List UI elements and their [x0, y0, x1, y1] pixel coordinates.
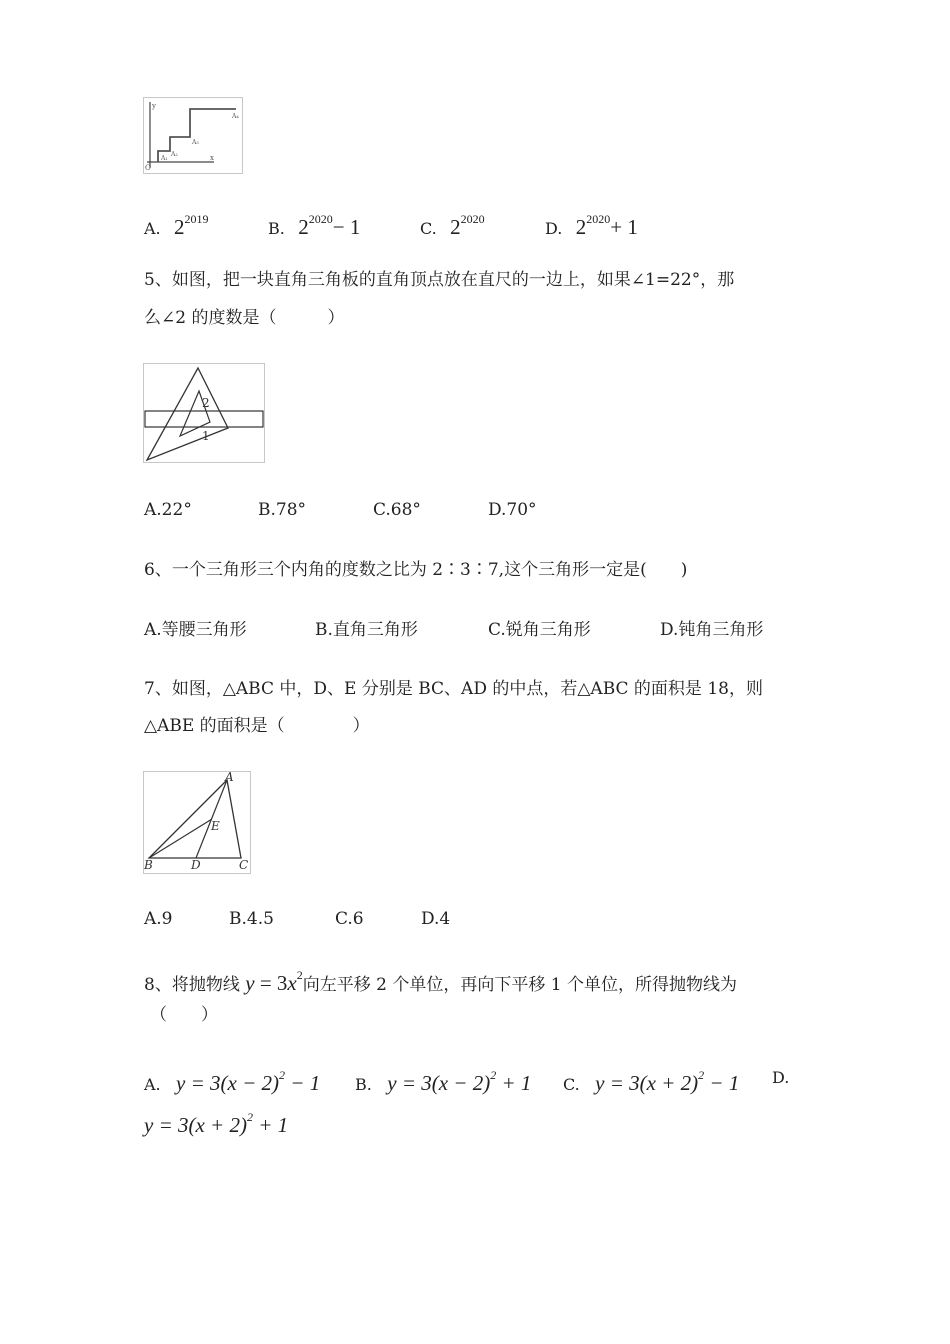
q8-option-d	[144, 1108, 288, 1139]
q4-option-d	[545, 210, 638, 241]
q7-stem-line1: 7、如图，△ABC 中，D、E 分别是 BC、AD 的中点，若△ABC 的面积是 18，则	[144, 679, 763, 699]
q4-option-a-exp: 2019	[184, 212, 209, 226]
q7-figure	[143, 771, 251, 874]
q8-stem-line1	[144, 966, 737, 997]
q4-a3-label: A₃	[192, 139, 199, 146]
q8-option-a	[144, 1066, 320, 1097]
q8-option-b-tail: + 1	[496, 1071, 532, 1095]
q4-figure-svg	[144, 98, 242, 173]
q4-option-c-exp: 2020	[460, 212, 485, 226]
q7-segment-be	[149, 819, 212, 858]
q8-option-d-label: D.	[772, 1068, 790, 1087]
q4-option-c-base: 2	[450, 215, 461, 239]
q5-figure	[143, 363, 265, 463]
q4-option-b-label: B.	[268, 219, 285, 238]
q8-option-b-exp: 2	[490, 1068, 497, 1082]
q4-option-b-tail: − 1	[332, 215, 361, 239]
q8-stem-formula-lhs: y	[245, 971, 255, 995]
q4-option-d-base: 2	[575, 215, 587, 239]
q4-option-b-base: 2	[298, 215, 309, 239]
q7-label-d: D	[191, 858, 201, 872]
q8-option-c-tail: − 1	[704, 1071, 740, 1095]
q8-option-b	[355, 1066, 531, 1097]
q4-option-a	[144, 210, 209, 241]
q4-option-d-exp: 2020	[586, 212, 611, 226]
q7-figure-svg	[144, 772, 250, 873]
q4-y-label: y	[152, 102, 156, 110]
q7-option-c: C.6	[335, 909, 364, 929]
q4-x-label: x	[210, 154, 214, 162]
q7-option-a: A.9	[144, 909, 173, 929]
q8-stem-formula-eq: =	[259, 971, 272, 995]
q8-option-b-label: B.	[355, 1075, 372, 1094]
q7-stem-line2: △ABE 的面积是（ ）	[144, 716, 370, 736]
q8-option-d-tail: + 1	[252, 1113, 289, 1137]
q4-option-d-label: D.	[545, 219, 563, 238]
q6-option-c: C.锐角三角形	[488, 620, 591, 640]
q5-option-a: A.22°	[144, 500, 192, 520]
q6-stem: 6、一个三角形三个内角的度数之比为 2∶3∶7,这个三角形一定是( )	[144, 560, 688, 580]
q4-option-d-tail: + 1	[610, 215, 638, 239]
q8-option-c	[563, 1066, 739, 1097]
q5-option-d: D.70°	[488, 500, 537, 520]
q4-option-b	[268, 210, 360, 241]
q8-stem-formula-coef: 3	[276, 971, 288, 995]
q8-stem-formula-exp: 2	[296, 968, 303, 982]
q7-option-b: B.4.5	[229, 909, 274, 929]
q5-figure-svg	[144, 364, 264, 462]
q8-option-a-formula: y = 3(x − 2)	[176, 1071, 280, 1095]
q4-staircase	[158, 109, 236, 162]
q4-figure	[143, 97, 243, 174]
q8-option-d-formula: y = 3(x + 2)	[144, 1113, 247, 1137]
q6-option-a: A.等腰三角形	[144, 620, 247, 640]
q5-option-c: C.68°	[373, 500, 421, 520]
q8-stem-line2: （ ）	[150, 1005, 218, 1025]
q7-triangle-abc	[149, 780, 241, 858]
q4-a2-label: A₂	[171, 151, 178, 158]
q8-option-b-formula: y = 3(x − 2)	[387, 1071, 491, 1095]
q5-stem-line2: 么∠2 的度数是（ ）	[144, 308, 345, 328]
q6-option-d: D.钝角三角形	[660, 620, 764, 640]
q7-option-d: D.4	[421, 909, 451, 929]
q4-option-a-base: 2	[174, 215, 185, 239]
q8-stem-formula-var: x	[287, 971, 297, 995]
q4-origin-label: O	[145, 164, 151, 172]
q8-option-d-exp: 2	[246, 1110, 253, 1124]
q8-option-a-label: A.	[144, 1075, 161, 1094]
q8-option-a-exp: 2	[279, 1068, 286, 1082]
q5-triangle-outer	[147, 368, 228, 460]
q8-stem-formula	[245, 968, 303, 995]
q7-label-c: C	[239, 858, 249, 872]
q8-stem-prefix: 8、将抛物线	[144, 975, 246, 995]
q4-option-c	[420, 210, 485, 241]
q4-option-b-exp: 2020	[308, 212, 333, 226]
q7-label-a: A	[225, 772, 234, 784]
q8-option-a-tail: − 1	[285, 1071, 321, 1095]
q5-angle2-label: 2	[202, 396, 210, 410]
q5-option-b: B.78°	[258, 500, 307, 520]
q4-option-a-label: A.	[144, 219, 161, 238]
q8-option-c-exp: 2	[698, 1068, 705, 1082]
q4-a1-label: A₁	[161, 155, 168, 162]
q8-option-d-label-wrap	[772, 1066, 789, 1090]
q8-option-c-formula: y = 3(x + 2)	[595, 1071, 699, 1095]
q6-option-b: B.直角三角形	[315, 620, 418, 640]
q7-label-e: E	[211, 819, 220, 833]
q5-angle1-label: 1	[202, 429, 210, 443]
q8-stem-suffix: 向左平移 2 个单位，再向下平移 1 个单位，所得抛物线为	[302, 975, 737, 995]
q7-label-b: B	[144, 858, 153, 872]
q5-stem-line1: 5、如图，把一块直角三角板的直角顶点放在直尺的一边上，如果∠1=22°，那	[144, 270, 735, 290]
q4-option-c-label: C.	[420, 219, 437, 238]
q8-option-c-label: C.	[563, 1075, 580, 1094]
q4-a4-label: A₄	[232, 113, 239, 120]
